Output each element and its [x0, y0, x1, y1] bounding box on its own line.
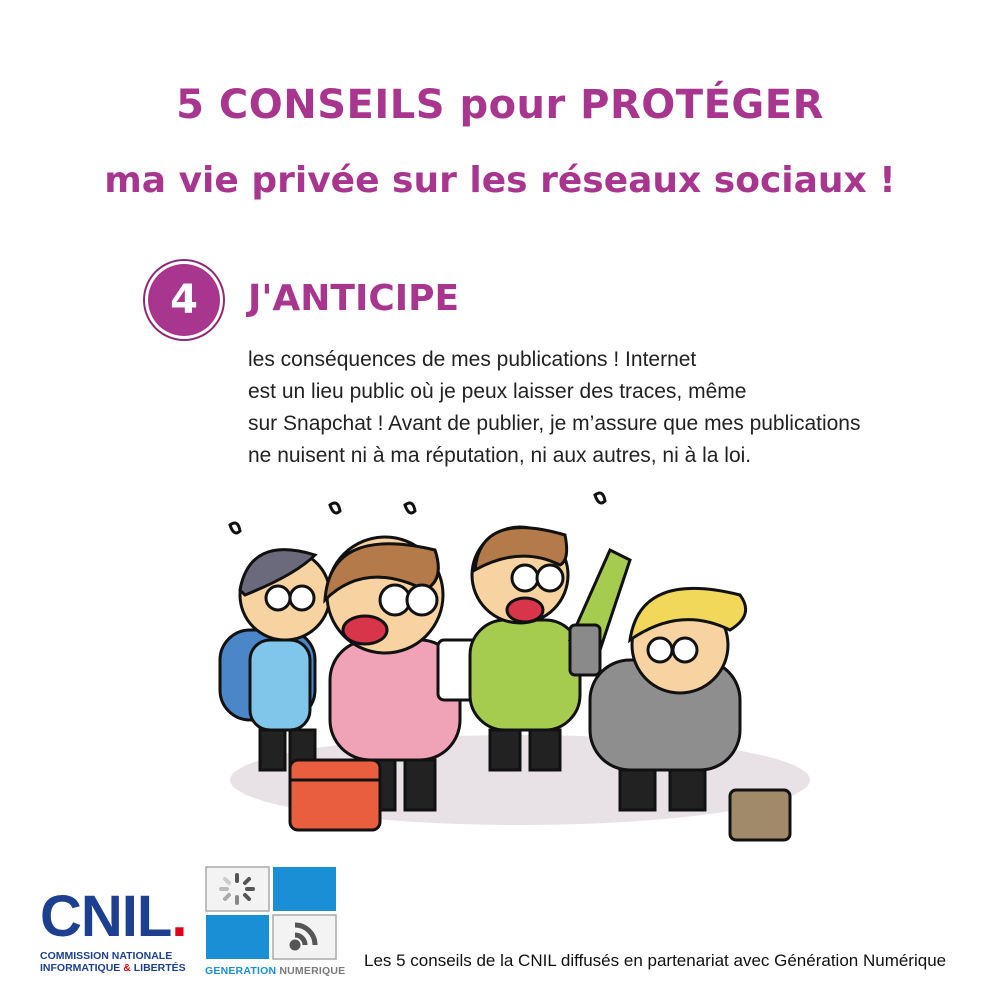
tip-body-line: ne nuisent ni à ma réputation, ni aux autres, ni à la loi.	[248, 444, 752, 467]
title-line-1: 5 CONSEILS pour PROTÉGER	[176, 82, 824, 128]
cartoon-illustration	[190, 490, 830, 850]
cnil-dot: .	[171, 884, 187, 949]
tip-number-badge: 4	[148, 264, 220, 336]
tip-body-line: sur Snapchat ! Avant de publier, je m’assure que mes publications	[248, 412, 861, 435]
cnil-ampersand: &	[123, 962, 131, 974]
tip-heading: J'ANTICIPE	[248, 278, 460, 319]
cnil-subtitle-2a: INFORMATIQUE	[40, 962, 121, 974]
cnil-subtitle-2b: LIBERTÉS	[133, 962, 186, 974]
cnil-subtitle-1: COMMISSION NATIONALE	[40, 950, 173, 962]
gn-wordmark: GENERATION NUMERIQUE	[205, 965, 346, 977]
cnil-wordmark: CNIL	[40, 884, 172, 949]
tip-body-line: est un lieu public où je peux laisser des traces, même	[248, 380, 747, 403]
footer-caption: Les 5 conseils de la CNIL diffusés en partenariat avec Génération Numérique	[364, 951, 947, 970]
generation-numerique-logo	[203, 865, 343, 965]
cnil-logo	[40, 884, 187, 974]
title-line-2: ma vie privée sur les réseaux sociaux !	[104, 160, 896, 201]
tip-body	[248, 344, 948, 472]
tip-body-line: les conséquences de mes publications ! Internet	[248, 348, 697, 371]
